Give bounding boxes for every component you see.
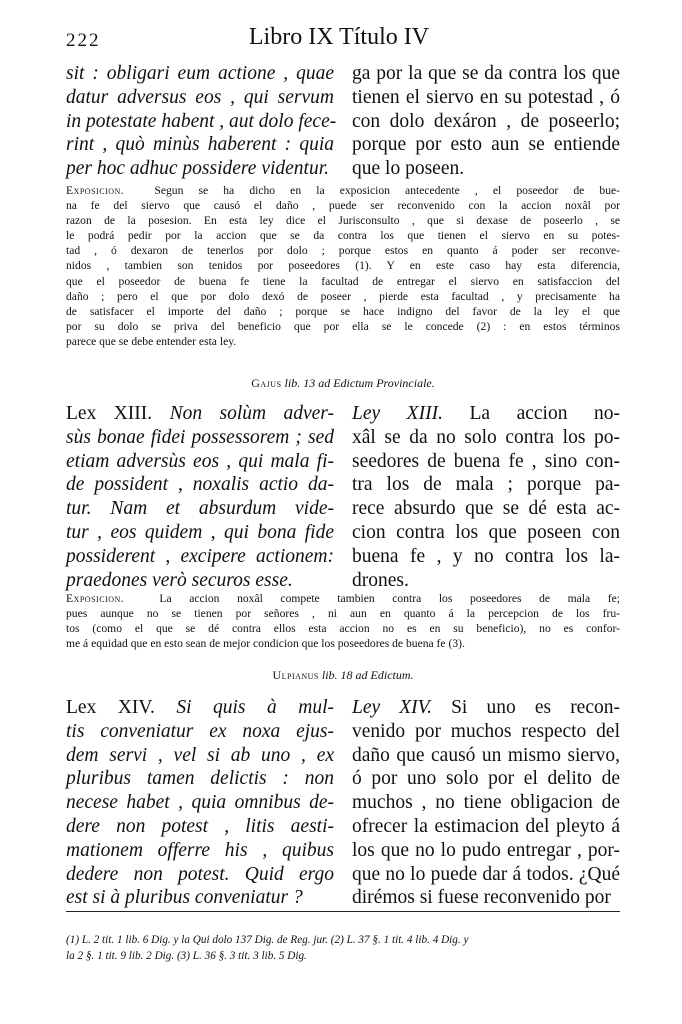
text-line: in potestate habent , aut dolo fece- bbox=[66, 110, 337, 132]
text-line: tur. Nam et absurdum vide- bbox=[66, 498, 334, 520]
text-line: venido por muchos respecto del bbox=[352, 720, 620, 742]
text-line: per hoc adhuc possidere videntur. bbox=[66, 158, 330, 180]
text-line: por su dolo se priva del beneficio que por ella se le concede (2) : en estos términos bbox=[66, 319, 620, 333]
text-line: nidos , tambien son tenidos por poseedores (1). Y en este caso hay esta diferencia, bbox=[66, 259, 620, 273]
commentary-text: La accion noxâl compete tambien contra los poseedores de mala fe; bbox=[159, 592, 621, 605]
ley-heading: Ley XIV. bbox=[352, 697, 432, 718]
source-citation bbox=[66, 376, 620, 391]
running-title: Libro IX Título IV bbox=[248, 24, 430, 50]
text-line: le podrá pedir por la accion que se da contra los que tienen el siervo en su potes- bbox=[66, 229, 620, 243]
lex-text: Non solùm adver- bbox=[169, 403, 334, 424]
source-citation bbox=[66, 668, 620, 683]
text-line bbox=[66, 696, 334, 720]
text-line: ga por la que se da contra los que bbox=[352, 63, 620, 84]
lex-13-block bbox=[66, 402, 620, 592]
text-line: de possident , noxalis actio da- bbox=[66, 474, 334, 496]
text-line: praedones verò securos esse. bbox=[66, 569, 293, 591]
text-line: me á equidad que en esto sean de mejor condicion que los poseedores de buena fe (3). bbox=[66, 637, 465, 651]
page-number: 222 bbox=[66, 30, 101, 51]
text-line: con dolo dexáron , de poseerlo; bbox=[352, 110, 620, 132]
text-line: rece absurdo que se dé esta ac- bbox=[352, 498, 620, 520]
text-line: na fe del siervo que causó el daño , puede ser reconvenido con la accion noxâl por bbox=[66, 199, 620, 213]
footnote-line: (1) L. 2 tit. 1 lib. 6 Dig. y la Qui dolo 137 Dig. de Reg. jur. (2) L. 37 §. 1 tit. 4 lib. 4 Dig. y bbox=[66, 934, 469, 946]
commentary-text: Segun se ha dicho en la exposicion antecedente , el poseedor de bue- bbox=[154, 184, 620, 197]
source-author: Gajus bbox=[251, 376, 282, 390]
text-line: dirémos si fuese reconvenido por bbox=[352, 887, 611, 909]
text-line bbox=[66, 183, 620, 198]
text-line: que no lo puede dar á todos. ¿Qué bbox=[352, 863, 620, 885]
lex-heading: Lex XIV. bbox=[66, 697, 155, 718]
text-line: tos (como el que se dé contra ellos esta accion no es en su beneficio), no es confor- bbox=[66, 622, 620, 636]
text-line: pues aunque no se tienen por señores , ni aun en quanto á la percepcion de los fru- bbox=[66, 607, 620, 621]
latin-column bbox=[66, 402, 334, 592]
text-line bbox=[352, 402, 620, 426]
text-line: que el poseedor de buena fe tiene la facultad de entregar el siervo en satisfaccion del bbox=[66, 274, 620, 288]
text-line: sit : obligari eum actione , quae bbox=[66, 63, 334, 84]
text-line: daño ; pero el que por dolo dexó de poseer , pierde esta facultad , y precisamente ha bbox=[66, 289, 620, 303]
source-work: lib. 13 ad Edictum Provinciale. bbox=[284, 376, 435, 390]
latin-column bbox=[66, 62, 337, 181]
text-line: drones. bbox=[352, 569, 409, 591]
text-line: cion contra los que poseen con bbox=[352, 521, 620, 543]
text-line: necese habet , quia omnibus de- bbox=[66, 792, 334, 814]
text-line: rint , quò minùs haberent : quia bbox=[66, 134, 334, 156]
exposicion-commentary bbox=[66, 183, 620, 349]
footnotes bbox=[66, 932, 620, 964]
text-line: sùs bonae fidei possessorem ; sed bbox=[66, 426, 334, 448]
ley-text: Si uno es recon- bbox=[451, 697, 620, 718]
text-line: porque por esto aun se entiende bbox=[352, 134, 620, 156]
text-line: dere non potest , litis aesti- bbox=[66, 815, 334, 837]
latin-column bbox=[66, 696, 334, 910]
lex-14-block bbox=[66, 696, 620, 910]
text-line: dem servi , vel si ab uno , ex bbox=[66, 744, 334, 766]
text-line: ofrecer la estimacion del pleyto á bbox=[352, 815, 620, 837]
text-line: dedere non potest. Quid ergo bbox=[66, 863, 334, 885]
text-line: que lo poseen. bbox=[352, 158, 465, 180]
text-line: est si à pluribus conveniatur ? bbox=[66, 887, 303, 909]
text-line: parece que se debe entender esta ley. bbox=[66, 334, 237, 348]
source-work: lib. 18 ad Edictum. bbox=[321, 668, 414, 682]
text-line: daño que causó un mismo siervo, bbox=[352, 744, 620, 766]
text-line: muchos , no tiene obligacion de bbox=[352, 792, 620, 814]
text-line: buena fe , y no contra los la- bbox=[352, 545, 620, 567]
text-line: tur , eos quidem , qui bona fide bbox=[66, 521, 334, 543]
text-line bbox=[66, 591, 620, 606]
text-line: seedores de buena fe , sino con- bbox=[352, 450, 620, 472]
text-line: mationem offerre his , quibus bbox=[66, 839, 334, 861]
text-line: tad , ó dexaron de tenerlos por dolo ; porque estos en quanto á poder ser reconve- bbox=[66, 244, 620, 258]
ley-text: La accion no- bbox=[469, 403, 620, 424]
footnote-rule bbox=[66, 911, 620, 912]
source-author: Ulpianus bbox=[272, 668, 319, 682]
text-line: los que no lo pudo entregar , por- bbox=[352, 839, 620, 861]
exposicion-label: Exposicion. bbox=[66, 592, 125, 605]
exposicion-commentary bbox=[66, 591, 620, 651]
text-line: tra los de mala ; porque pa- bbox=[352, 474, 620, 496]
text-line: razon de la posesion. En esta ley dice el Jurisconsulto , que si dexase de poseerlo , se bbox=[66, 214, 620, 228]
spanish-column bbox=[352, 696, 620, 910]
lex-text: Si quis à mul- bbox=[176, 697, 335, 718]
page-header bbox=[66, 24, 612, 54]
text-line bbox=[352, 696, 620, 720]
text-line: ó por uno solo por el delito de bbox=[352, 768, 620, 790]
text-line: xâl se da no solo contra los po- bbox=[352, 426, 620, 448]
ley-heading: Ley XIII. bbox=[352, 403, 443, 424]
text-line: datur adversus eos , qui servum bbox=[66, 86, 334, 108]
spanish-column bbox=[352, 402, 620, 592]
text-line bbox=[66, 402, 334, 426]
text-line: pluribus tamen delictis : non bbox=[66, 768, 334, 790]
text-line: possiderent , excipere actionem: bbox=[66, 545, 334, 567]
footnote-line: la 2 §. 1 tit. 9 lib. 2 Dig. (3) L. 36 §. 3 tit. 3 lib. 5 Dig. bbox=[66, 950, 307, 962]
text-line: tienen el siervo en su potestad , ó bbox=[352, 86, 620, 108]
text-line: tis conveniatur ex noxa ejus- bbox=[66, 720, 334, 742]
lex-heading: Lex XIII. bbox=[66, 403, 153, 424]
text-line: etiam adversùs eos , qui mala fi- bbox=[66, 450, 334, 472]
continuation-block bbox=[66, 62, 620, 181]
text-line: de satisfacer el importe del daño ; porque se hace indigno del favor de la ley el que bbox=[66, 304, 620, 318]
exposicion-label: Exposicion. bbox=[66, 184, 125, 197]
spanish-column bbox=[352, 62, 620, 181]
